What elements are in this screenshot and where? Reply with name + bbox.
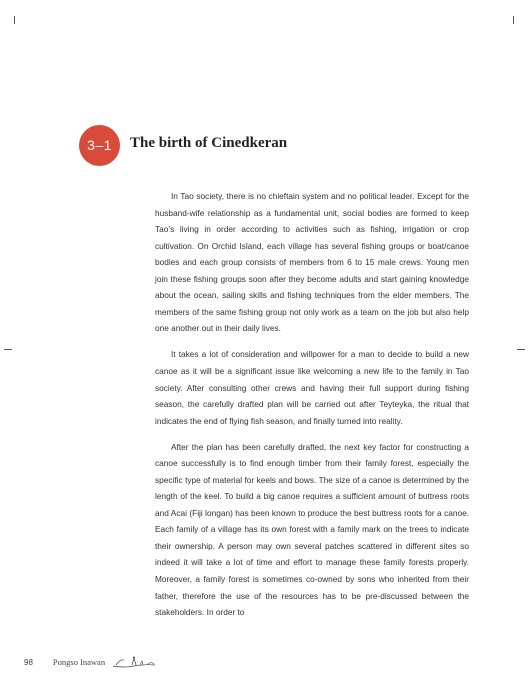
canoe-icon <box>112 655 156 669</box>
crop-mark <box>517 349 525 350</box>
page-number: 98 <box>24 657 33 667</box>
book-title: Pongso Inawan <box>52 657 106 667</box>
page-footer <box>24 655 156 669</box>
body-text <box>155 188 469 630</box>
paragraph: After the plan has been carefully drafted, the next key factor for constructing a canoe successfully is to find enough timber from their family forest, especially the specific type of material for keels and bows. The size of a canoe is determined by the length of the keel. To build a big canoe requires a sufficient amount of buttress roots and Acai (Fiji longan) has been known to produce the best buttress roots for a canoe. Each family of a village has its own forest with a family mark on the trees to indicate their ownership. A person may own several patches scattered in different sites so indeed it will take a lot of time and effort to manage these family forests properly. Moreover, a family forest is sometimes co-owned by sons who inherited from their father, therefore the use of the resources has to be pre-discussed between the stakeholders. In order to <box>155 441 469 618</box>
paragraph: In Tao society, there is no chieftain system and no political leader. Except for the husband-wife relationship as a fundamental unit, social bodies are formed to keep Tao’s living in order according to activities such as fishing, irrigation or crop cultivation. On Orchid Island, each village has several fishing groups or boat/canoe bodies and each group consists of members from 6 to 15 male crews. Young men join these fishing groups soon after they become adults and start gaining knowledge about the ocean, sailing skills and fishing techniques from the elder members. The members of the same fishing group not only work as a team on the job but also help one another out in their daily lives. <box>155 191 469 334</box>
crop-mark <box>513 16 514 24</box>
section-number-badge: 3–1 <box>79 125 120 166</box>
crop-mark <box>4 349 12 350</box>
crop-mark <box>14 16 15 24</box>
section-title: The birth of Cinedkeran <box>130 135 288 151</box>
paragraph: It takes a lot of consideration and willpower for a man to decide to build a new canoe as it will be a significant issue like welcoming a new life to the family in Tao society. After consulting other crews and having their full support during fishing season, the carefully drafted plan will be carried out after Teyteyka, the ritual that indicates the end of flying fish season, and finally turned into reality. <box>155 349 469 426</box>
